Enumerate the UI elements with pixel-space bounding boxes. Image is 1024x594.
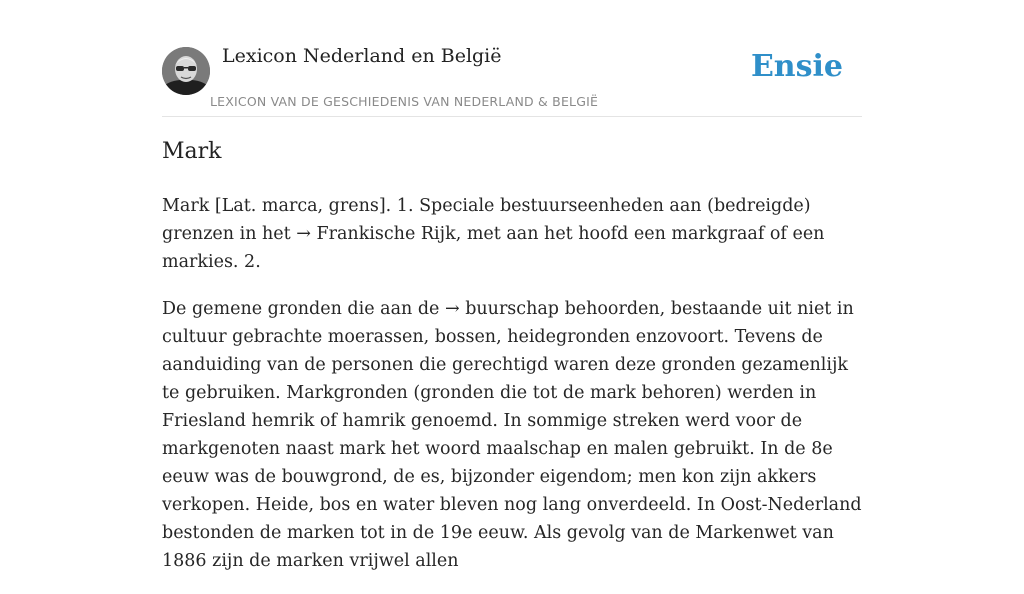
paragraph-text: , met aan het hoofd een markgraaf of een markies. 2. [162, 224, 825, 272]
source-title[interactable]: Lexicon Nederland en België [222, 45, 502, 67]
entry-title: Mark [162, 139, 222, 164]
ref-link-frankische-rijk[interactable]: → Frankische Rijk [296, 224, 456, 244]
ensie-logo-link[interactable]: Ensie [750, 49, 843, 84]
header [162, 0, 862, 117]
avatar-portrait-icon [162, 47, 210, 95]
source-subtitle: LEXICON VAN DE GESCHIEDENIS VAN NEDERLAND & BELGIË [210, 94, 599, 109]
paragraph-1 [162, 192, 862, 276]
entry-body [162, 192, 862, 594]
paragraph-2 [162, 295, 862, 575]
author-avatar[interactable] [162, 47, 210, 95]
paragraph-text: De gemene gronden die aan de [162, 299, 445, 319]
page [162, 0, 862, 571]
paragraph-text: Mark [Lat. marca, grens]. 1. Speciale bestuurseenheden aan (bedreigde) grenzen in het [162, 196, 811, 244]
ref-link-buurschap[interactable]: → buurschap [444, 299, 559, 319]
paragraph-text: behoorden, bestaande uit niet in cultuur gebrachte moerassen, bossen, heidegronden enzovoort. Tevens de aanduiding van de personen die gerechtigd waren deze gronden gezamenlijk te gebruiken. Markgronden (gronden die tot de mark behoren) werden in Friesland hemrik of hamrik genoemd. In sommige streken werd voor de markgenoten naast mark het woord maalschap en malen gebruikt. In de 8e eeuw was de bouwgrond, de es, bijzonder eigendom; men kon zijn akkers verkopen. Heide, bos en water bleven nog lang onverdeeld. In Oost-Nederland bestonden de marken tot in de 19e eeuw. Als gevolg van de Markenwet van 1886 zijn de marken vrijwel allen [162, 299, 862, 571]
